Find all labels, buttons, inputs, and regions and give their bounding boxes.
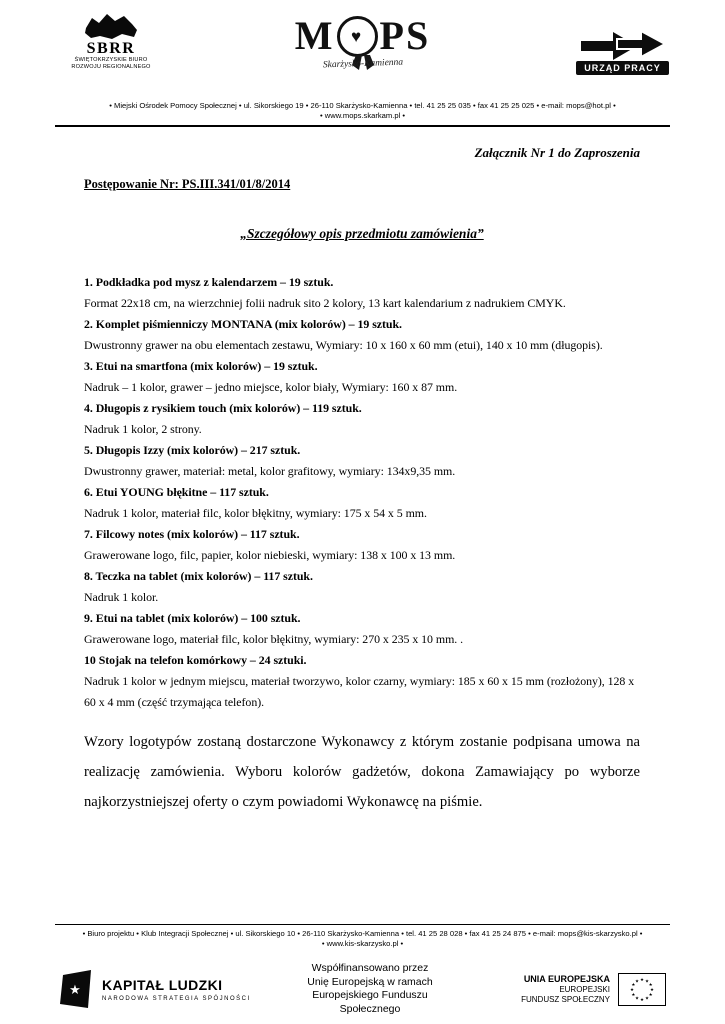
item-description: Nadruk 1 kolor, 2 strony. bbox=[84, 422, 202, 436]
item-heading: 2. Komplet piśmienniczy MONTANA (mix kolorów) – 19 sztuk. bbox=[84, 317, 402, 331]
header-address bbox=[55, 101, 670, 121]
kapital-ludzki-text bbox=[102, 977, 251, 1002]
item-description: Grawerowane logo, materiał filc, kolor błękitny, wymiary: 270 x 235 x 10 mm. . bbox=[84, 632, 464, 646]
header-logos-row bbox=[55, 12, 670, 98]
item-heading: 8. Teczka na tablet (mix kolorów) – 117 sztuk. bbox=[84, 569, 313, 583]
footer-address bbox=[55, 929, 670, 949]
cofinancing-line1: Współfinansowano przez bbox=[311, 962, 429, 974]
sbrr-caption-line1: ŚWIĘTOKRZYSKIE BIURO bbox=[74, 57, 148, 63]
item-heading: 3. Etui na smartfona (mix kolorów) – 19 sztuk. bbox=[84, 359, 318, 373]
mops-script-caption: Skarżysko-Kamienna bbox=[322, 57, 403, 71]
eu-star-icon: ★ bbox=[639, 976, 645, 982]
eu-star-icon: ★ bbox=[649, 986, 655, 992]
urzad-pracy-logo bbox=[575, 28, 670, 76]
item-description: Dwustronny grawer, materiał: metal, kolor grafitowy, wymiary: 134x9,35 mm. bbox=[84, 464, 456, 478]
footer-inner bbox=[55, 924, 670, 1016]
eu-star-icon: ★ bbox=[629, 986, 635, 992]
mops-logo bbox=[273, 12, 453, 78]
eu-subtitle-line2: FUNDUSZ SPOŁECZNY bbox=[521, 994, 610, 1004]
urzad-pracy-arrows-icon bbox=[575, 28, 670, 76]
item-description: Nadruk 1 kolor w jednym miejscu, materiał tworzywo, kolor czarny, wymiary: 185 x 60 x 15 mm (rozłożony), 128 x 60 x 4 mm (część trzymająca telefon). bbox=[84, 674, 635, 709]
item-description: Nadruk 1 kolor, materiał filc, kolor błękitny, wymiary: 175 x 54 x 5 mm. bbox=[84, 506, 427, 520]
page-footer bbox=[0, 924, 725, 1016]
item-heading: 9. Etui na tablet (mix kolorów) – 100 sztuk. bbox=[84, 611, 301, 625]
mops-letter-m: M bbox=[294, 13, 335, 58]
eu-subtitle-line1: EUROPEJSKI bbox=[559, 984, 610, 994]
eu-star-icon: ★ bbox=[648, 981, 653, 987]
item-heading: 7. Filcowy notes (mix kolorów) – 117 sztuk. bbox=[84, 527, 300, 541]
mops-wordmark bbox=[273, 14, 453, 58]
sbrr-emblem-icon bbox=[82, 12, 140, 40]
item-heading: 5. Długopis Izzy (mix kolorów) – 217 sztuk. bbox=[84, 443, 301, 457]
mops-letters-ps: PS bbox=[379, 13, 431, 58]
eu-star-icon: ★ bbox=[648, 991, 653, 997]
eu-text-block bbox=[521, 974, 610, 1005]
item-description: Nadruk 1 kolor. bbox=[84, 590, 159, 604]
mops-o-ring-icon bbox=[337, 16, 378, 57]
sbrr-logo bbox=[55, 12, 167, 71]
eu-star-icon: ★ bbox=[634, 995, 640, 1001]
item-heading: 6. Etui YOUNG błękitne – 117 sztuk. bbox=[84, 485, 269, 499]
header-right-column bbox=[520, 12, 670, 92]
kapital-ludzki-flag-icon bbox=[59, 967, 93, 1012]
header-center-column bbox=[205, 12, 520, 78]
urzad-pracy-label: URZĄD PRACY bbox=[584, 63, 661, 73]
eu-star-icon: ★ bbox=[639, 996, 645, 1002]
cofinancing-note bbox=[289, 962, 451, 1016]
eu-title: UNIA EUROPEJSKA bbox=[523, 973, 610, 984]
eu-flag-icon bbox=[618, 973, 666, 1006]
item-description: Dwustronny grawer na obu elementach zestawu, Wymiary: 10 x 160 x 60 mm (etui), 140 x 10 mm (długopis). bbox=[84, 338, 603, 352]
document-title bbox=[84, 226, 640, 242]
proceeding-number-text: Postępowanie Nr: PS.III.341/01/8/2014 bbox=[84, 177, 291, 191]
sbrr-caption-line2: ROZWOJU REGIONALNEGO bbox=[71, 63, 151, 70]
item-description: Grawerowane logo, filc, papier, kolor niebieski, wymiary: 138 x 100 x 13 mm. bbox=[84, 548, 456, 562]
eu-star-icon: ★ bbox=[631, 991, 636, 997]
kapital-ludzki-logo bbox=[59, 967, 289, 1012]
page-header bbox=[55, 0, 670, 127]
kapital-ludzki-title: KAPITAŁ LUDZKI bbox=[102, 976, 223, 993]
footer-logos-row bbox=[55, 962, 670, 1016]
document-title-text: „Szczegółowy opis przedmiotu zamówienia” bbox=[240, 226, 484, 241]
header-address-line2: • www.mops.skarkam.pl • bbox=[319, 111, 406, 120]
eu-star-icon: ★ bbox=[634, 977, 640, 983]
proceeding-number bbox=[84, 177, 640, 192]
items-list bbox=[84, 272, 640, 713]
attachment-label: Załącznik Nr 1 do Zaproszenia bbox=[474, 145, 640, 160]
header-address-line1: • Miejski Ośrodek Pomocy Społecznej • ul. Sikorskiego 19 • 26-110 Skarżysko-Kamienna • tel. 41 25 25 035 • fax 41 25 25 025 • e-mail: mops@hot.pl • bbox=[109, 101, 616, 110]
eu-star-icon: ★ bbox=[631, 981, 636, 987]
sbrr-abbr: SBRR bbox=[86, 40, 136, 57]
heart-icon: ♥ bbox=[350, 26, 364, 46]
cofinancing-line3: Europejskiego Funduszu Społecznego bbox=[312, 989, 428, 1015]
eu-star-icon: ★ bbox=[644, 995, 650, 1001]
mops-logo-bottom bbox=[273, 58, 453, 78]
eu-star-icon: ★ bbox=[644, 977, 650, 983]
kapital-ludzki-star-icon: ★ bbox=[69, 981, 81, 997]
closing-paragraph: Wzory logotypów zostaną dostarczone Wykonawcy z którym zostanie podpisana umowa na realizację zamówienia. Wyboru kolorów gadżetów, dokona Zamawiający po wyborze najkorzystniejszej oferty o czym powiadomi Wykonawcę na piśmie. bbox=[84, 734, 640, 810]
cofinancing-line2: Unię Europejską w ramach bbox=[307, 975, 433, 988]
item-heading: 1. Podkładka pod mysz z kalendarzem – 19 sztuk. bbox=[84, 275, 334, 289]
item-heading: 4. Długopis z rysikiem touch (mix kolorów) – 119 sztuk. bbox=[84, 401, 362, 415]
kapital-ludzki-subtitle: NARODOWA STRATEGIA SPÓJNOŚCI bbox=[102, 995, 251, 1002]
footer-address-line2: • www.kis-skarzysko.pl • bbox=[321, 939, 404, 948]
document-body bbox=[84, 127, 640, 817]
footer-address-line1: • Biuro projektu • Klub Integracji Społecznej • ul. Sikorskiego 10 • 26-110 Skarżysko-Kamienna • tel. 41 25 28 028 • fax 41 25 24 875 • e-mail: mops@kis-skarzysko.pl • bbox=[82, 929, 643, 938]
item-heading: 10 Stojak na telefon komórkowy – 24 sztuki. bbox=[84, 653, 307, 667]
item-description: Format 22x18 cm, na wierzchniej folii nadruk sito 2 kolory, 13 kart kalendarium z nadrukiem CMYK. bbox=[84, 296, 566, 310]
item-description: Nadruk – 1 kolor, grawer – jedno miejsce, kolor biały, Wymiary: 160 x 87 mm. bbox=[84, 380, 458, 394]
eu-logo bbox=[451, 973, 666, 1006]
header-left-column bbox=[55, 12, 205, 71]
